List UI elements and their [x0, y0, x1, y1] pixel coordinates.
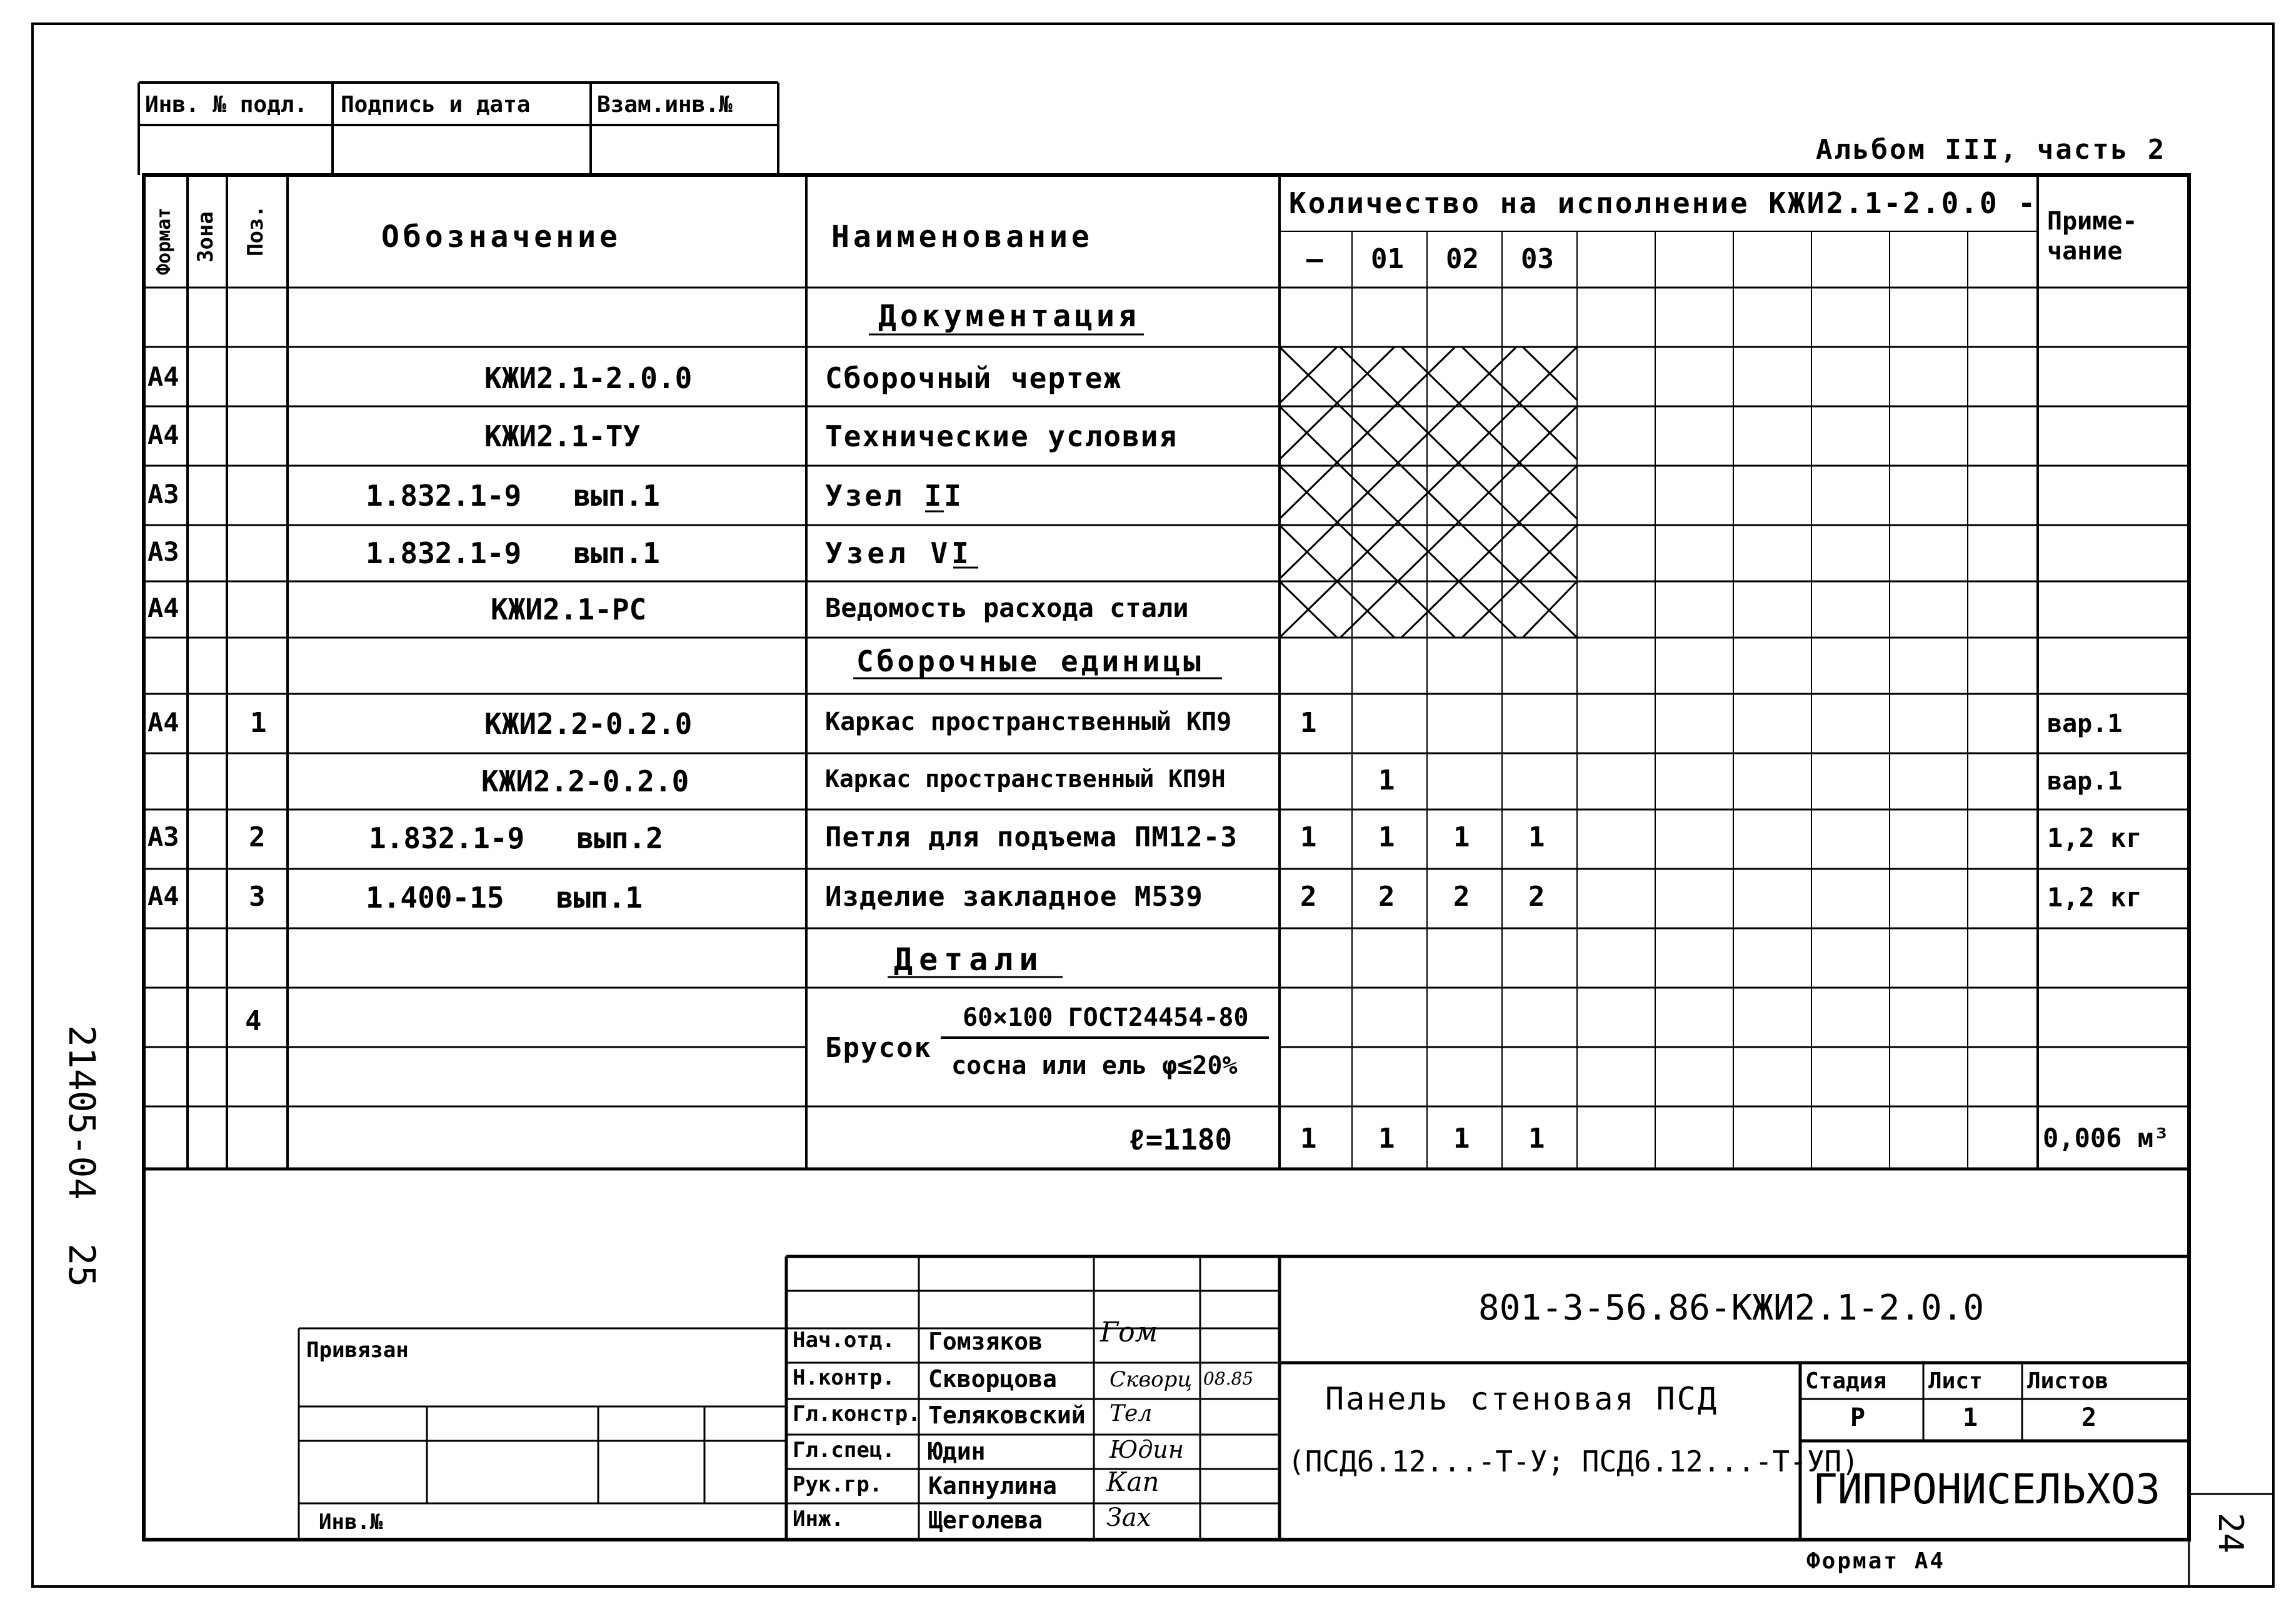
row-primechanie: 1,2 кг — [2047, 823, 2142, 853]
header-format: Формат — [153, 207, 175, 275]
row-naimenovanie: Каркас пространственный КП9 — [825, 708, 1232, 736]
doc-code: 801-3-56.86-КЖИ2.1-2.0.0 — [1478, 1288, 1985, 1328]
header-primechanie: Приме-чание — [2047, 207, 2138, 266]
vzam-label: Взам.инв.№ — [597, 92, 733, 118]
sheet-number: 24 — [2211, 1513, 2250, 1554]
signature: Кап — [1106, 1466, 1160, 1497]
row-qty: 1 — [1378, 821, 1395, 853]
brusok-length: ℓ=1180 — [1128, 1123, 1233, 1156]
signature: Юдин — [1109, 1436, 1184, 1463]
header-kolichestvo: Количество на исполнение КЖИ2.1-2.0.0 - — [1289, 186, 2038, 220]
person-name: Юдин — [928, 1438, 986, 1465]
doc-name-line2: (ПСД6.12...-Т-У; ПСД6.12...-Т-УП) — [1288, 1445, 1859, 1478]
row-oboznachenie: КЖИ2.2-0.2.0 — [484, 707, 693, 741]
brusok-qty: 1 — [1378, 1123, 1395, 1155]
row-oboznachenie: 1.832.1-9 вып.1 — [366, 479, 660, 513]
row-oboznachenie: 1.832.1-9 вып.1 — [366, 536, 660, 570]
row-poz: 2 — [249, 821, 266, 853]
row-qty: 1 — [1300, 707, 1317, 739]
list-label: Лист — [1928, 1368, 1983, 1394]
row-naimenovanie: Изделие закладное М539 — [825, 881, 1203, 913]
row-format: А3 — [148, 479, 179, 509]
row-naimenovanie: Петля для подъема ПМ12-3 — [825, 821, 1238, 853]
brusok-qty: 1 — [1300, 1123, 1317, 1155]
header-zona: Зона — [193, 211, 218, 263]
signature: Зах — [1106, 1503, 1151, 1532]
role-label: Гл.констр. — [793, 1401, 921, 1426]
privyazan-label: Привязан — [306, 1338, 409, 1363]
doc-name-line1: Панель стеновая ПСД — [1325, 1381, 1718, 1417]
signature: Тел — [1109, 1401, 1153, 1426]
podpis-label: Подпись и дата — [341, 92, 531, 118]
row-naimenovanie: Технические условия — [825, 419, 1178, 453]
list-value: 1 — [1963, 1403, 1978, 1432]
row-naimenovanie: Каркас пространственный КП9Н — [825, 765, 1226, 793]
row-oboznachenie: КЖИ2.1-РС — [491, 593, 647, 626]
row-qty: 2 — [1378, 881, 1395, 913]
header-isp-0: — — [1306, 243, 1323, 275]
header-isp-1: 01 — [1371, 243, 1404, 275]
role-label: Рук.гр. — [793, 1472, 883, 1497]
row-primechanie: 1,2 кг — [2047, 882, 2142, 913]
person-name: Теляковский — [928, 1401, 1086, 1429]
role-label: Гл.спец. — [793, 1438, 895, 1463]
brusok-qty: 1 — [1453, 1123, 1470, 1155]
row-qty: 1 — [1528, 821, 1545, 853]
row-qty: 1 — [1300, 821, 1317, 853]
role-label: Н.контр. — [793, 1365, 895, 1390]
person-name: Гомзяков — [928, 1328, 1043, 1355]
row-qty: 1 — [1453, 821, 1470, 853]
stadiya-label: Стадия — [1805, 1368, 1887, 1394]
format-label: Формат А4 — [1806, 1548, 1946, 1574]
header-isp-3: 03 — [1521, 243, 1554, 275]
brusok-qty: 1 — [1528, 1123, 1545, 1155]
row-format: А3 — [148, 536, 179, 567]
row-oboznachenie: 1.832.1-9 вып.2 — [369, 821, 663, 855]
section-dokumentatsiya: Документация — [878, 299, 1140, 334]
listov-value: 2 — [2081, 1403, 2097, 1432]
row-naimenovanie: Узел II — [825, 479, 964, 513]
brusok-primechanie: 0,006 м³ — [2043, 1123, 2170, 1153]
header-oboznachenie: Обозначение — [381, 219, 621, 254]
row-oboznachenie: КЖИ2.1-2.0.0 — [484, 361, 693, 395]
row-oboznachenie: КЖИ2.1-ТУ — [484, 419, 641, 453]
album-label: Альбом III, часть 2 — [1816, 134, 2166, 166]
row-oboznachenie: КЖИ2.2-0.2.0 — [481, 764, 689, 798]
date-label: 08.85 — [1203, 1368, 1254, 1389]
inv-podl-label: Инв. № подл. — [145, 92, 308, 118]
row-naimenovanie: Сборочный чертеж — [825, 361, 1123, 395]
row-qty: 2 — [1300, 881, 1317, 913]
signature: Скворц — [1109, 1367, 1193, 1392]
row-oboznachenie: 1.400-15 вып.1 — [366, 881, 643, 915]
row-format: А3 — [148, 821, 179, 852]
person-name: Щеголева — [928, 1506, 1043, 1534]
section-sborochnye: Сборочные единицы — [856, 644, 1204, 678]
row-primechanie: вар.1 — [2047, 709, 2123, 738]
section-detali: Детали — [894, 941, 1044, 978]
row-qty: 2 — [1453, 881, 1470, 913]
header-poz: Поз. — [243, 205, 268, 256]
row-format: А4 — [148, 361, 179, 392]
header-isp-2: 02 — [1446, 243, 1479, 275]
brusok-line2: сосна или ель φ≤20% — [951, 1051, 1238, 1080]
row-qty: 1 — [1378, 764, 1395, 796]
row-format: А4 — [148, 419, 179, 450]
row-format: А4 — [148, 593, 179, 623]
row-naimenovanie: Узел VI — [825, 536, 973, 570]
row-qty: 2 — [1528, 881, 1545, 913]
brusok-label: Брусок — [825, 1032, 932, 1064]
brusok-poz: 4 — [245, 1005, 262, 1037]
row-format: А4 — [148, 707, 179, 738]
side-number: 21405-04 25 — [61, 1025, 103, 1288]
row-primechanie: вар.1 — [2047, 767, 2123, 796]
row-poz: 1 — [250, 707, 267, 739]
row-format: А4 — [148, 881, 179, 911]
signature: Гом — [1100, 1316, 1158, 1348]
role-label: Нач.отд. — [793, 1328, 895, 1353]
listov-label: Листов — [2027, 1368, 2109, 1394]
header-naimenovanie: Наименование — [831, 219, 1093, 254]
role-label: Инж. — [793, 1506, 844, 1531]
organization: ГИПРОНИСЕЛЬХОЗ — [1813, 1465, 2161, 1513]
row-naimenovanie: Ведомость расхода стали — [825, 593, 1189, 623]
brusok-line1: 60×100 ГОСТ24454-80 — [963, 1003, 1249, 1032]
person-name: Капнулина — [928, 1472, 1057, 1500]
row-poz: 3 — [249, 881, 266, 913]
inv-label: Инв.№ — [319, 1510, 383, 1535]
stadiya-value: Р — [1850, 1403, 1866, 1432]
person-name: Скворцова — [928, 1365, 1057, 1393]
